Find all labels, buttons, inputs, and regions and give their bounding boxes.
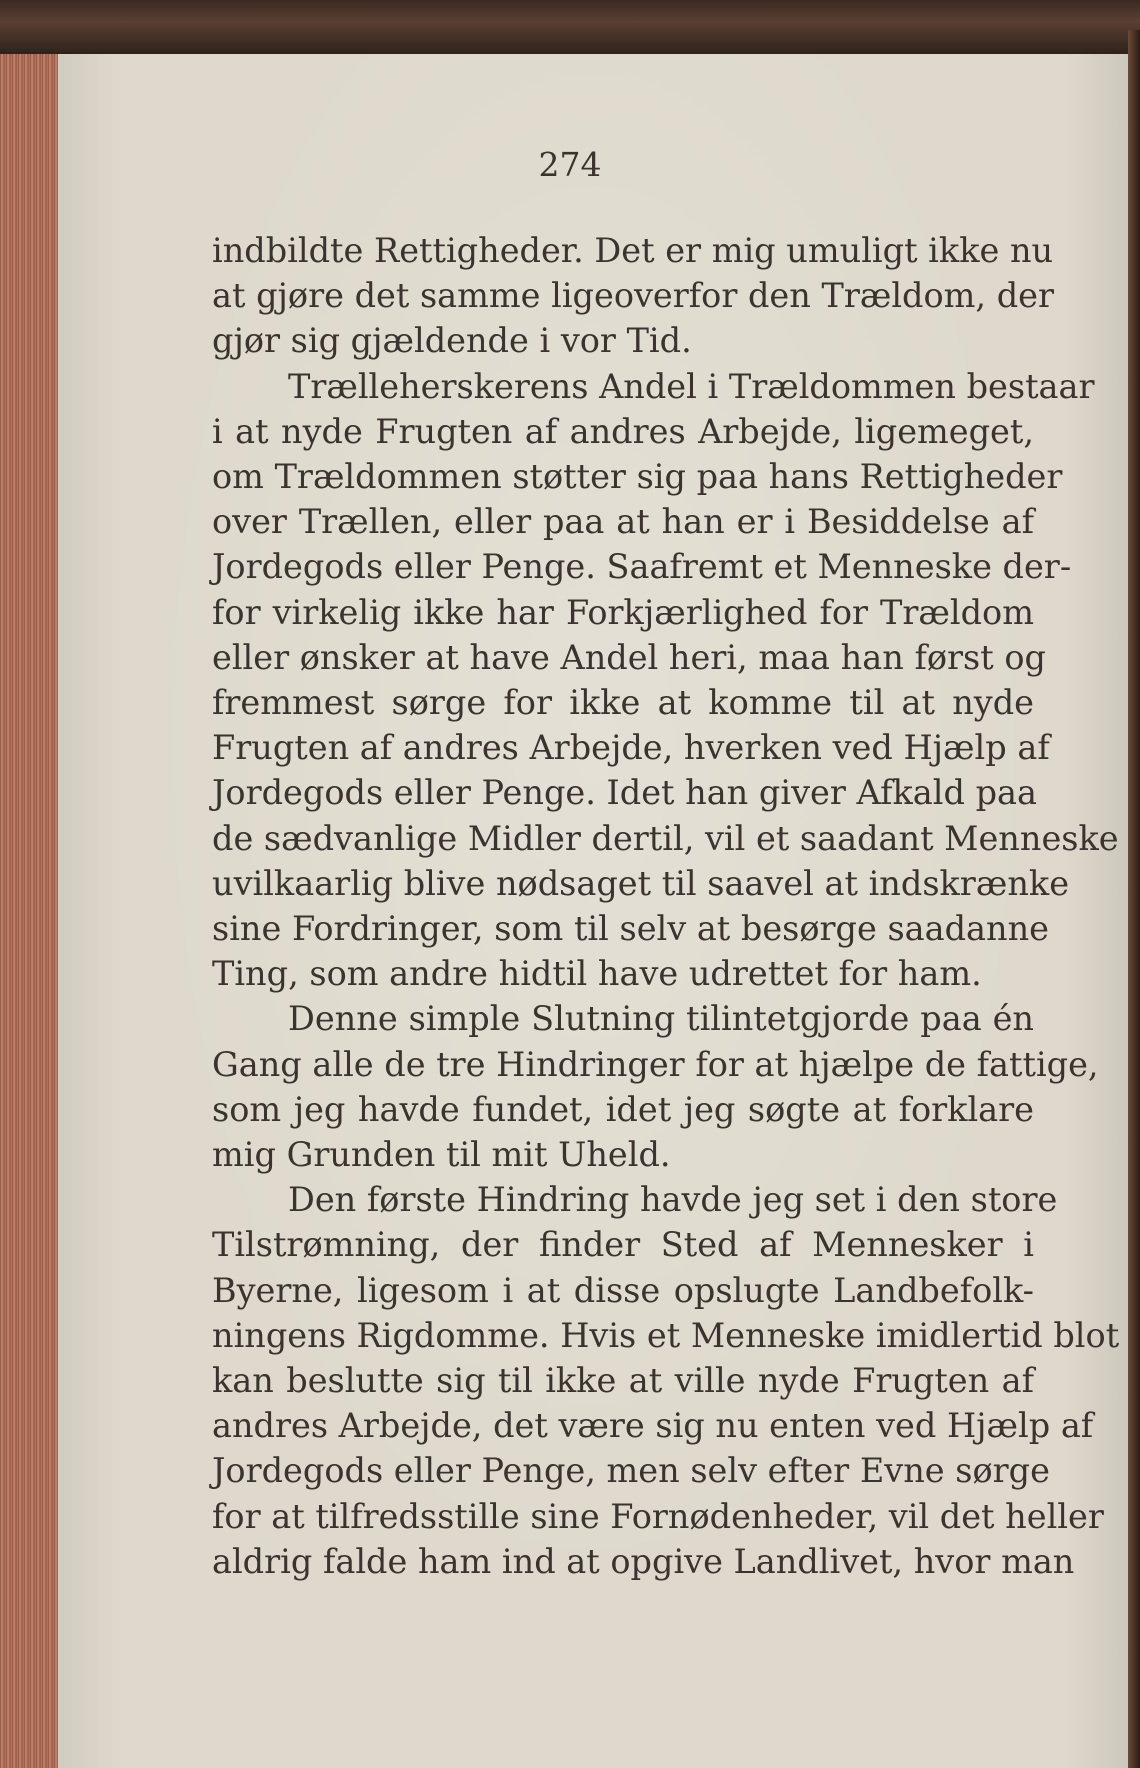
text-line: eller ønsker at have Andel heri, maa han først og <box>212 637 1046 677</box>
text-line: Denne simple Slutning tilintetgjorde paa én <box>288 999 1034 1039</box>
book-binding-top <box>0 0 1140 54</box>
text-line: over Trællen, eller paa at han er i Besiddelse af <box>212 502 1034 542</box>
body-text <box>212 228 1120 1584</box>
text-line: Den første Hindring havde jeg set i den store <box>288 1180 1058 1220</box>
text-line: fremmest sørge for ikke at komme til at nyde <box>212 683 1034 723</box>
text-line: gjør sig gjældende i vor Tid. <box>212 321 692 361</box>
text-line: i at nyde Frugten af andres Arbejde, ligemeget, <box>212 411 1034 451</box>
text-line: Frugten af andres Arbejde, hverken ved Hjælp af <box>212 728 1050 768</box>
text-line: for at tilfredsstille sine Fornødenheder, vil det heller <box>212 1496 1104 1536</box>
text-line: ningens Rigdomme. Hvis et Menneske imidlertid blot <box>212 1315 1120 1355</box>
text-line: at gjøre det samme ligeoverfor den Trældom, der <box>212 276 1054 316</box>
page-edges-left <box>0 54 58 1768</box>
text-line: Gang alle de tre Hindringer for at hjælpe de fattige, <box>212 1044 1099 1084</box>
text-line: Tilstrømning, der finder Sted af Mennesker i <box>212 1225 1034 1265</box>
text-line: aldrig falde ham ind at opgive Landlivet, hvor man <box>212 1541 1075 1581</box>
text-line: som jeg havde fundet, idet jeg søgte at forklare <box>212 1089 1034 1129</box>
text-line: Jordegods eller Penge. Idet han giver Afkald paa <box>212 773 1037 813</box>
text-line: Trælleherskerens Andel i Trældommen bestaar <box>288 366 1095 406</box>
text-line: om Trældommen støtter sig paa hans Rettigheder <box>212 457 1063 497</box>
book-edge-right <box>1128 30 1140 1768</box>
paragraph <box>212 1177 1120 1584</box>
text-line: Jordegods eller Penge, men selv efter Evne sørge <box>212 1451 1050 1491</box>
text-line: Ting, som andre hidtil have udrettet for ham. <box>212 954 982 994</box>
text-line: uvilkaarlig blive nødsaget til saavel at indskrænke <box>212 863 1070 903</box>
paragraph <box>212 996 1099 1177</box>
text-line: sine Fordringer, som til selv at besørge saadanne <box>212 909 1049 949</box>
paragraph <box>212 364 1119 997</box>
text-line: indbildte Rettigheder. Det er mig umuligt ikke nu <box>212 231 1054 270</box>
text-line: kan beslutte sig til ikke at ville nyde Frugten af <box>212 1361 1034 1401</box>
text-line: for virkelig ikke har Forkjærlighed for Trældom <box>212 592 1034 632</box>
text-line: de sædvanlige Midler dertil, vil et saadant Menneske <box>212 818 1119 858</box>
text-line: andres Arbejde, det være sig nu enten ved Hjælp af <box>212 1406 1094 1446</box>
text-line: mig Grunden til mit Uheld. <box>212 1135 671 1175</box>
page-number: 274 <box>538 145 602 184</box>
text-line: Byerne, ligesom i at disse opslugte Landbefolk- <box>212 1270 1034 1310</box>
paragraph <box>212 228 1054 364</box>
text-line: Jordegods eller Penge. Saafremt et Menneske der- <box>212 547 1072 587</box>
